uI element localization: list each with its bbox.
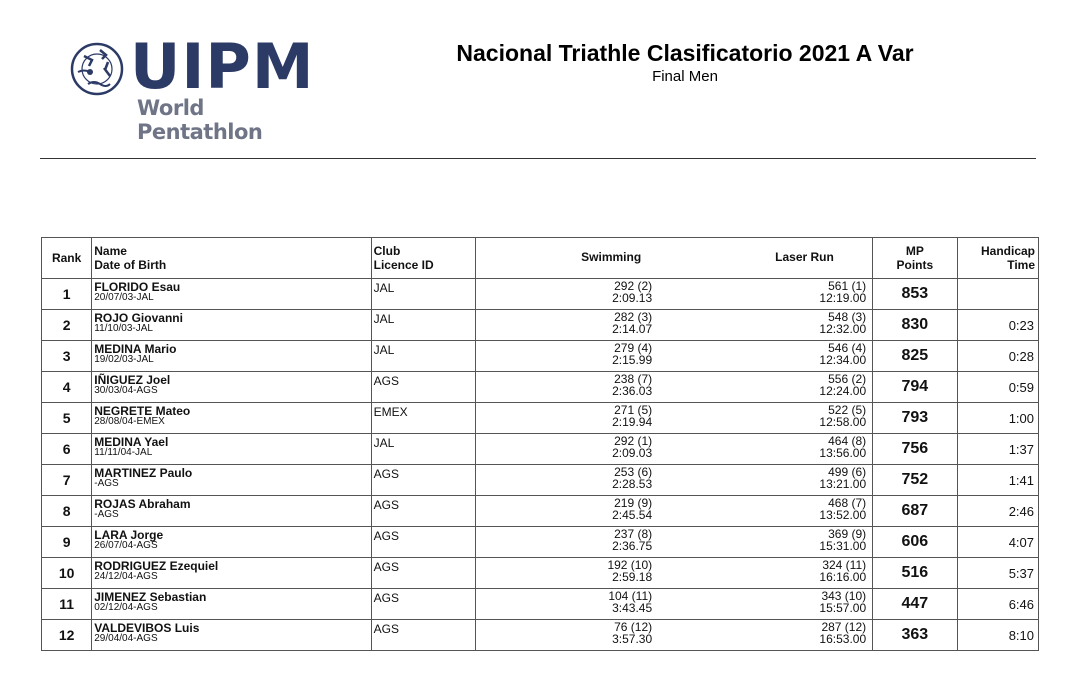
laser-run-time: 12:19.00 bbox=[819, 291, 867, 305]
points-header-label: Points bbox=[896, 258, 934, 272]
club-cell: AGS bbox=[371, 527, 476, 558]
pentathlon-emblem-icon bbox=[70, 42, 124, 96]
mp-points-cell: 794 bbox=[873, 372, 957, 403]
dob-header-label: Date of Birth bbox=[94, 258, 167, 272]
swimming-time: 2:36.75 bbox=[612, 539, 653, 553]
athlete-dob: 20/07/03-JAL bbox=[94, 292, 154, 303]
rank-cell: 3 bbox=[42, 341, 92, 372]
athlete-cell bbox=[92, 527, 371, 558]
header-divider bbox=[40, 158, 1036, 159]
rank-cell: 5 bbox=[42, 403, 92, 434]
laser-run-result bbox=[819, 466, 866, 490]
athlete-dob: 11/10/03-JAL bbox=[94, 323, 153, 334]
athlete-name: NEGRETE Mateo bbox=[94, 404, 191, 418]
laser-run-time: 15:31.00 bbox=[819, 539, 867, 553]
swimming-time: 2:19.94 bbox=[612, 415, 653, 429]
athlete-cell bbox=[92, 310, 371, 341]
laser-run-points: 561 (1) bbox=[828, 279, 867, 293]
swimming-result bbox=[612, 404, 652, 428]
laser-run-time: 13:56.00 bbox=[819, 446, 867, 460]
rank-header: Rank bbox=[42, 238, 92, 279]
mp-points-cell: 687 bbox=[873, 496, 957, 527]
swimming-points: 237 (8) bbox=[614, 527, 653, 541]
athlete-cell bbox=[92, 372, 371, 403]
swimming-result bbox=[612, 435, 652, 459]
laser-run-points: 522 (5) bbox=[828, 403, 867, 417]
laser-run-result bbox=[819, 342, 866, 366]
club-cell: AGS bbox=[371, 558, 476, 589]
time-header-label: Time bbox=[1007, 258, 1035, 272]
mp-points-cell: 516 bbox=[873, 558, 957, 589]
swimming-time: 2:09.13 bbox=[612, 291, 653, 305]
club-cell: AGS bbox=[371, 465, 476, 496]
swimming-result bbox=[612, 342, 652, 366]
scores-cell bbox=[476, 496, 873, 527]
athlete-name: VALDEVIBOS Luis bbox=[94, 621, 200, 635]
scores-cell bbox=[476, 589, 873, 620]
laser-run-points: 287 (12) bbox=[821, 620, 867, 634]
mp-points-cell: 793 bbox=[873, 403, 957, 434]
swimming-header: Swimming bbox=[581, 250, 642, 264]
handicap-time-cell: 1:41 bbox=[957, 465, 1038, 496]
club-cell: AGS bbox=[371, 620, 476, 651]
athlete-cell bbox=[92, 589, 371, 620]
laser-run-header: Laser Run bbox=[775, 250, 834, 264]
athlete-cell bbox=[92, 279, 371, 310]
laser-run-points: 464 (8) bbox=[828, 434, 867, 448]
mp-points-cell: 447 bbox=[873, 589, 957, 620]
swimming-points: 219 (9) bbox=[614, 496, 653, 510]
laser-run-result bbox=[819, 559, 866, 583]
handicap-time-cell: 8:10 bbox=[957, 620, 1038, 651]
mp-points-cell: 853 bbox=[873, 279, 957, 310]
table-row bbox=[42, 465, 1039, 496]
swimming-result bbox=[612, 311, 652, 335]
athlete-name: JIMENEZ Sebastian bbox=[94, 590, 207, 604]
page-title: Nacional Triathle Clasificatorio 2021 A Var bbox=[456, 40, 914, 66]
swimming-result bbox=[612, 497, 652, 521]
swimming-points: 253 (6) bbox=[614, 465, 653, 479]
swimming-points: 292 (1) bbox=[614, 434, 653, 448]
swimming-result bbox=[612, 528, 652, 552]
rank-cell: 11 bbox=[42, 589, 92, 620]
athlete-dob: -AGS bbox=[94, 478, 119, 489]
handicap-time-cell: 5:37 bbox=[957, 558, 1038, 589]
swimming-points: 238 (7) bbox=[614, 372, 653, 386]
laser-run-result bbox=[819, 621, 866, 645]
laser-run-time: 16:53.00 bbox=[819, 632, 867, 646]
uipm-logo bbox=[70, 30, 320, 144]
scores-cell bbox=[476, 527, 873, 558]
athlete-cell bbox=[92, 558, 371, 589]
athlete-dob: -AGS bbox=[94, 509, 119, 520]
logo-subtext: World Pentathlon bbox=[137, 96, 263, 144]
athlete-dob: 26/07/04-AGS bbox=[94, 540, 158, 551]
athlete-name: IÑIGUEZ Joel bbox=[94, 373, 171, 387]
mp-points-cell: 752 bbox=[873, 465, 957, 496]
swimming-result bbox=[612, 466, 652, 490]
laser-run-points: 499 (6) bbox=[828, 465, 867, 479]
rank-cell: 2 bbox=[42, 310, 92, 341]
athlete-dob: 29/04/04-AGS bbox=[94, 633, 158, 644]
athlete-cell bbox=[92, 341, 371, 372]
club-cell: AGS bbox=[371, 372, 476, 403]
athlete-name: FLORIDO Esau bbox=[94, 280, 181, 294]
athlete-dob: 24/12/04-AGS bbox=[94, 571, 158, 582]
swimming-result bbox=[607, 559, 652, 583]
laser-run-points: 468 (7) bbox=[828, 496, 867, 510]
athlete-dob: 11/11/04-JAL bbox=[94, 447, 153, 458]
athlete-name: LARA Jorge bbox=[94, 528, 164, 542]
laser-run-points: 369 (9) bbox=[828, 527, 867, 541]
swimming-time: 2:09.03 bbox=[612, 446, 653, 460]
athlete-dob: 28/08/04-EMEX bbox=[94, 416, 165, 427]
scores-cell bbox=[476, 372, 873, 403]
laser-run-time: 15:57.00 bbox=[819, 601, 867, 615]
club-cell: JAL bbox=[371, 341, 476, 372]
club-cell: JAL bbox=[371, 279, 476, 310]
club-header bbox=[371, 238, 476, 279]
rank-cell: 12 bbox=[42, 620, 92, 651]
swimming-points: 292 (2) bbox=[614, 279, 653, 293]
swimming-points: 76 (12) bbox=[614, 620, 653, 634]
athlete-name: RODRIGUEZ Ezequiel bbox=[94, 559, 219, 573]
table-row bbox=[42, 310, 1039, 341]
laser-run-time: 16:16.00 bbox=[819, 570, 867, 584]
swimming-time: 3:57.30 bbox=[612, 632, 653, 646]
mp-points-cell: 756 bbox=[873, 434, 957, 465]
scores-cell bbox=[476, 465, 873, 496]
handicap-header bbox=[957, 238, 1038, 279]
laser-run-points: 548 (3) bbox=[828, 310, 867, 324]
scores-cell bbox=[476, 558, 873, 589]
table-row bbox=[42, 403, 1039, 434]
laser-run-result bbox=[819, 373, 866, 397]
athlete-dob: 30/03/04-AGS bbox=[94, 385, 158, 396]
results-table bbox=[41, 237, 1039, 651]
mp-points-cell: 606 bbox=[873, 527, 957, 558]
swimming-points: 282 (3) bbox=[614, 310, 653, 324]
handicap-time-cell: 0:28 bbox=[957, 341, 1038, 372]
rank-cell: 4 bbox=[42, 372, 92, 403]
mp-header-label: MP bbox=[905, 244, 924, 258]
laser-run-points: 556 (2) bbox=[828, 372, 867, 386]
swimming-result bbox=[612, 621, 652, 645]
handicap-time-cell: 4:07 bbox=[957, 527, 1038, 558]
laser-run-time: 13:52.00 bbox=[819, 508, 867, 522]
laser-run-result bbox=[819, 311, 866, 335]
athlete-name: MEDINA Yael bbox=[94, 435, 169, 449]
table-row bbox=[42, 279, 1039, 310]
name-header-label: Name bbox=[94, 244, 127, 258]
laser-run-result bbox=[819, 497, 866, 521]
swimming-points: 104 (11) bbox=[608, 589, 653, 603]
laser-run-time: 12:58.00 bbox=[819, 415, 867, 429]
laser-run-points: 343 (10) bbox=[821, 589, 867, 603]
swimming-points: 279 (4) bbox=[614, 341, 653, 355]
table-row bbox=[42, 589, 1039, 620]
scores-cell bbox=[476, 310, 873, 341]
mp-points-cell: 830 bbox=[873, 310, 957, 341]
logo-wordmark: UIPM bbox=[130, 30, 315, 103]
swimming-result bbox=[608, 590, 652, 614]
athlete-dob: 02/12/04-AGS bbox=[94, 602, 158, 613]
rank-cell: 7 bbox=[42, 465, 92, 496]
swimming-points: 192 (10) bbox=[607, 558, 653, 572]
club-cell: AGS bbox=[371, 589, 476, 620]
table-row bbox=[42, 620, 1039, 651]
page-subtitle: Final Men bbox=[652, 68, 718, 85]
athlete-name: ROJO Giovanni bbox=[94, 311, 183, 325]
club-cell: JAL bbox=[371, 434, 476, 465]
swimming-result bbox=[612, 373, 652, 397]
scores-cell bbox=[476, 279, 873, 310]
handicap-time-cell: 2:46 bbox=[957, 496, 1038, 527]
rank-cell: 6 bbox=[42, 434, 92, 465]
swimming-result bbox=[612, 280, 652, 304]
club-cell: JAL bbox=[371, 310, 476, 341]
scores-cell bbox=[476, 341, 873, 372]
club-cell: EMEX bbox=[371, 403, 476, 434]
rank-cell: 9 bbox=[42, 527, 92, 558]
mp-points-cell: 363 bbox=[873, 620, 957, 651]
athlete-cell bbox=[92, 403, 371, 434]
athlete-dob: 19/02/03-JAL bbox=[94, 354, 154, 365]
laser-run-time: 12:32.00 bbox=[819, 322, 867, 336]
handicap-time-cell: 0:59 bbox=[957, 372, 1038, 403]
rank-cell: 10 bbox=[42, 558, 92, 589]
athlete-cell bbox=[92, 434, 371, 465]
handicap-time-cell: 0:23 bbox=[957, 310, 1038, 341]
club-cell: AGS bbox=[371, 496, 476, 527]
laser-run-time: 12:34.00 bbox=[819, 353, 867, 367]
table-row bbox=[42, 434, 1039, 465]
laser-run-result bbox=[819, 404, 866, 428]
athlete-cell bbox=[92, 496, 371, 527]
laser-run-result bbox=[819, 590, 866, 614]
laser-run-time: 13:21.00 bbox=[819, 477, 867, 491]
handicap-time-cell: 1:00 bbox=[957, 403, 1038, 434]
swimming-time: 2:14.07 bbox=[612, 322, 653, 336]
swimming-time: 2:15.99 bbox=[612, 353, 653, 367]
athlete-name: ROJAS Abraham bbox=[94, 497, 191, 511]
swimming-time: 2:45.54 bbox=[612, 508, 653, 522]
handicap-time-cell bbox=[957, 279, 1038, 310]
table-row bbox=[42, 372, 1039, 403]
scores-cell bbox=[476, 434, 873, 465]
club-header-label: Club bbox=[373, 244, 401, 258]
laser-run-points: 546 (4) bbox=[828, 341, 867, 355]
table-header-row bbox=[42, 238, 1039, 279]
athlete-cell bbox=[92, 465, 371, 496]
handicap-header-label: Handicap bbox=[980, 244, 1035, 258]
table-row bbox=[42, 341, 1039, 372]
scores-cell bbox=[476, 620, 873, 651]
scores-header bbox=[476, 238, 873, 279]
rank-cell: 8 bbox=[42, 496, 92, 527]
laser-run-points: 324 (11) bbox=[822, 558, 867, 572]
table-row bbox=[42, 558, 1039, 589]
athlete-name: MARTINEZ Paulo bbox=[94, 466, 193, 480]
swimming-time: 2:59.18 bbox=[612, 570, 653, 584]
rank-cell: 1 bbox=[42, 279, 92, 310]
mp-points-cell: 825 bbox=[873, 341, 957, 372]
athlete-name: MEDINA Mario bbox=[94, 342, 177, 356]
handicap-time-cell: 6:46 bbox=[957, 589, 1038, 620]
swimming-points: 271 (5) bbox=[614, 403, 653, 417]
laser-run-time: 12:24.00 bbox=[819, 384, 867, 398]
licence-header-label: Licence ID bbox=[373, 258, 434, 272]
swimming-time: 2:28.53 bbox=[612, 477, 653, 491]
athlete-cell bbox=[92, 620, 371, 651]
swimming-time: 3:43.45 bbox=[612, 601, 653, 615]
handicap-time-cell: 1:37 bbox=[957, 434, 1038, 465]
laser-run-result bbox=[819, 280, 866, 304]
name-header bbox=[92, 238, 371, 279]
laser-run-result bbox=[819, 435, 866, 459]
table-row bbox=[42, 496, 1039, 527]
scores-cell bbox=[476, 403, 873, 434]
table-row bbox=[42, 527, 1039, 558]
swimming-time: 2:36.03 bbox=[612, 384, 653, 398]
laser-run-result bbox=[819, 528, 866, 552]
mp-points-header bbox=[873, 238, 957, 279]
